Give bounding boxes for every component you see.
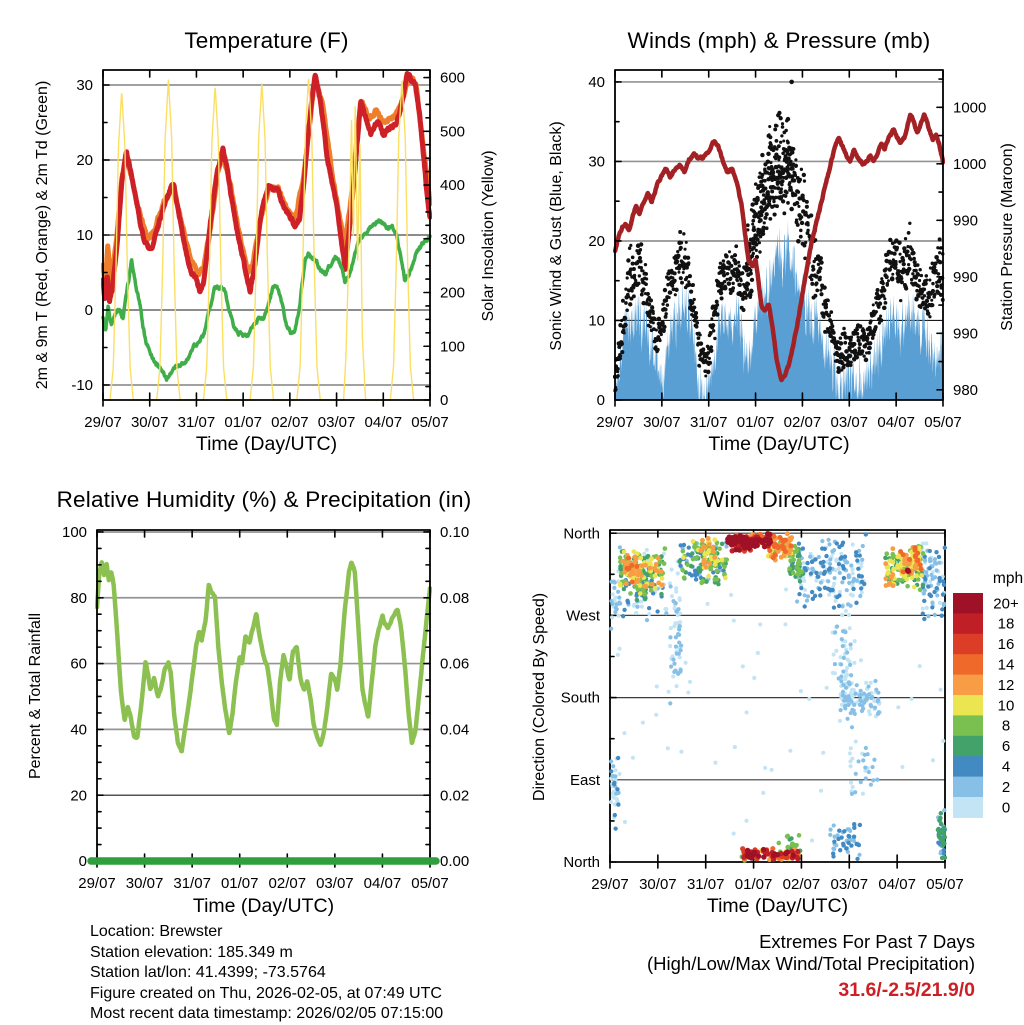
panel-title-temperature: Temperature (F) bbox=[184, 28, 349, 53]
x-axis-label-tl: Time (Day/UTC) bbox=[195, 433, 338, 455]
panel-title-wind-direction: Wind Direction bbox=[702, 487, 853, 512]
x-axis-label-tr: Time (Day/UTC) bbox=[708, 433, 850, 455]
extremes-subtitle: (High/Low/Max Wind/Total Precipitation) bbox=[647, 953, 975, 974]
x-axis-label-bl: Time (Day/UTC) bbox=[192, 895, 335, 917]
y-axis-label-temperature-left: 2m & 9m T (Red, Orange) & 2m Td (Green) bbox=[34, 80, 51, 390]
panel-title-humidity-precip: Relative Humidity (%) & Precipitation (in) bbox=[56, 487, 472, 512]
station-elevation: Station elevation: 185.349 m bbox=[90, 943, 293, 961]
y-axis-label-humidity-left: Percent & Total Rainfall bbox=[27, 612, 44, 780]
station-info-block bbox=[90, 922, 443, 1025]
colorbar-units-label: mph bbox=[992, 570, 1024, 587]
y-axis-label-wind-left: Sonic Wind & Gust (Blue, Black) bbox=[548, 121, 565, 351]
figure-created-timestamp: Figure created on Thu, 2026-02-05, at 07:49 UTC bbox=[90, 984, 442, 1002]
panel-title-winds-pressure: Winds (mph) & Pressure (mb) bbox=[627, 28, 931, 53]
most-recent-data-timestamp: Most recent data timestamp: 2026/02/05 07:15:00 bbox=[90, 1005, 444, 1023]
extremes-values: 31.6/-2.5/21.9/0 bbox=[838, 979, 975, 1001]
extremes-title: Extremes For Past 7 Days bbox=[759, 931, 975, 952]
station-latlon: Station lat/lon: 41.4399; -73.5764 bbox=[90, 964, 326, 982]
x-axis-label-br: Time (Day/UTC) bbox=[706, 895, 849, 917]
y-axis-label-pressure-right: Station Pressure (Maroon) bbox=[999, 143, 1016, 331]
y-axis-label-direction-left: Direction (Colored By Speed) bbox=[531, 592, 548, 802]
station-location: Location: Brewster bbox=[90, 923, 223, 940]
y-axis-label-solar-right: Solar Insolation (Yellow) bbox=[480, 150, 497, 322]
